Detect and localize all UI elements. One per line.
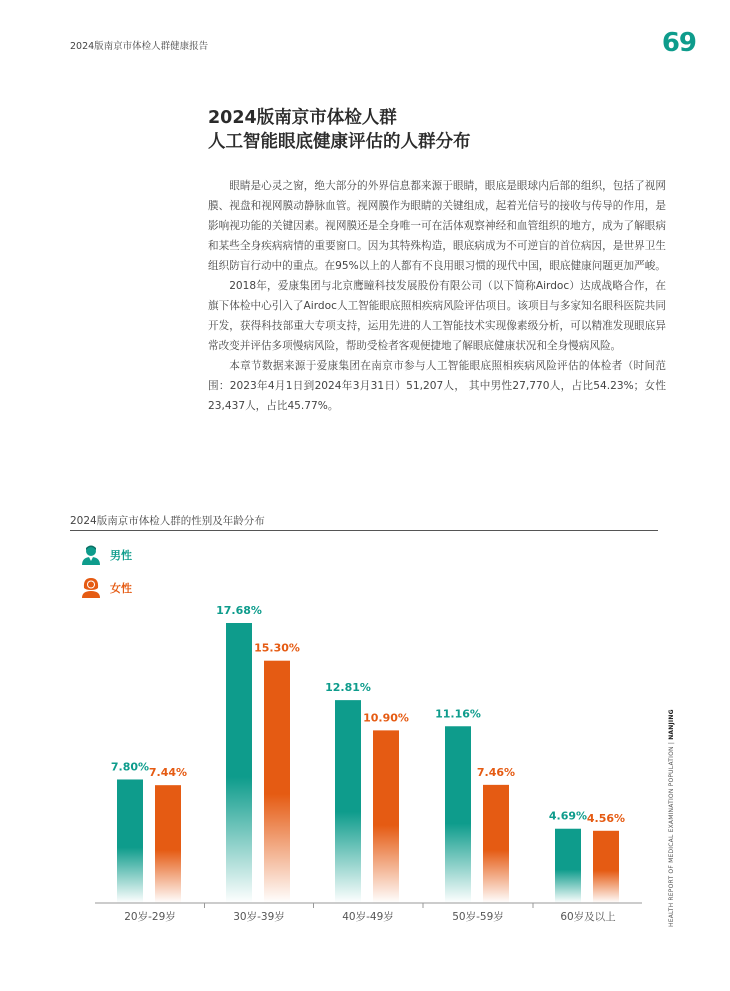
side-text-city: NANJING <box>668 709 675 740</box>
data-label-male-1: 17.68% <box>216 604 262 617</box>
x-tick-label-1: 30岁-39岁 <box>233 911 285 923</box>
data-label-female-4: 4.56% <box>586 811 626 825</box>
paragraph: 本章节数据来源于爱康集团在南京市参与人工智能眼底照相疾病风险评估的体检者（时间范围：2023年4月1日到2024年3月31日）51,207人， 其中男性27,770人，占比54.23%；女性23,437人，占比45.77%。 <box>208 360 666 412</box>
data-label-male-4: 4.69% <box>548 809 588 823</box>
bar-female-1 <box>264 661 290 903</box>
x-tick-label-4: 60岁及以上 <box>560 911 616 923</box>
section-title-line2: 人工智能眼底健康评估的人群分布 <box>208 132 471 152</box>
data-label-female-2: 10.90% <box>363 711 409 725</box>
paragraph: 2018年，爱康集团与北京鹰瞳科技发展股份有限公司（以下简称Airdoc）达成战略合作，在旗下体检中心引入了Airdoc人工智能眼底照相疾病风险评估项目。该项目与多家知名眼科医院共同开发，获得科技部重大专项支持，运用先进的人工智能技术实现像素级分析，可以精准发现眼底异常改变并评估多项慢病风险，帮助受检者客观便捷地了解眼底健康状况和全身慢病风险。 <box>208 280 666 352</box>
data-label-male-3: 11.16% <box>435 707 481 721</box>
data-label-female-1: 15.30% <box>254 641 300 655</box>
bar-male-1 <box>226 623 252 903</box>
header-report-title: 2024版南京市体检人群健康报告 <box>70 41 209 52</box>
x-tick-label-2: 40岁-49岁 <box>342 911 394 923</box>
bar-female-4 <box>593 831 619 903</box>
bar-female-0 <box>155 785 181 903</box>
data-label-male-0: 7.80% <box>110 760 150 774</box>
bar-male-0 <box>117 779 143 903</box>
paragraph: 眼睛是心灵之窗，绝大部分的外界信息都来源于眼睛，眼底是眼球内后部的组织，包括了视网膜、视盘和视网膜动静脉血管。视网膜作为眼睛的关键组成，起着光信号的接收与传导的作用，是影响视功能的关键因素。视网膜还是全身唯一可在活体观察神经和血管组织的地方，成为了解眼病和某些全身疾病病情的重要窗口。因为其特殊构造，眼底病成为不可逆盲的首位病因，是世界卫生组织防盲行动中的重点。在95%以上的人都有不良用眼习惯的现代中国，眼底健康问题更加严峻。 <box>208 180 666 272</box>
data-label-female-0: 7.44% <box>148 766 188 780</box>
data-label-male-2: 12.81% <box>325 681 371 695</box>
bar-male-3 <box>445 726 471 903</box>
bar-female-3 <box>483 785 509 903</box>
x-tick-label-0: 20岁-29岁 <box>124 911 176 923</box>
side-text-main: HEALTH REPORT OF MEDICAL EXAMINATION POPULATION <box>668 746 675 927</box>
page-number: 69 <box>661 28 696 58</box>
data-label-female-3: 7.46% <box>476 765 516 779</box>
bar-male-2 <box>335 700 361 903</box>
bar-female-2 <box>373 730 399 903</box>
side-text-separator: | <box>668 741 675 745</box>
chart-title: 2024版南京市体检人群的性别及年龄分布 <box>70 515 265 527</box>
side-vertical-text <box>668 709 675 927</box>
bar-male-4 <box>555 829 581 903</box>
section-title-line1: 2024版南京市体检人群 <box>208 108 397 128</box>
x-tick-label-3: 50岁-59岁 <box>452 911 504 923</box>
legend-female-label: 女性 <box>110 582 132 595</box>
legend-male-label: 男性 <box>110 549 132 562</box>
